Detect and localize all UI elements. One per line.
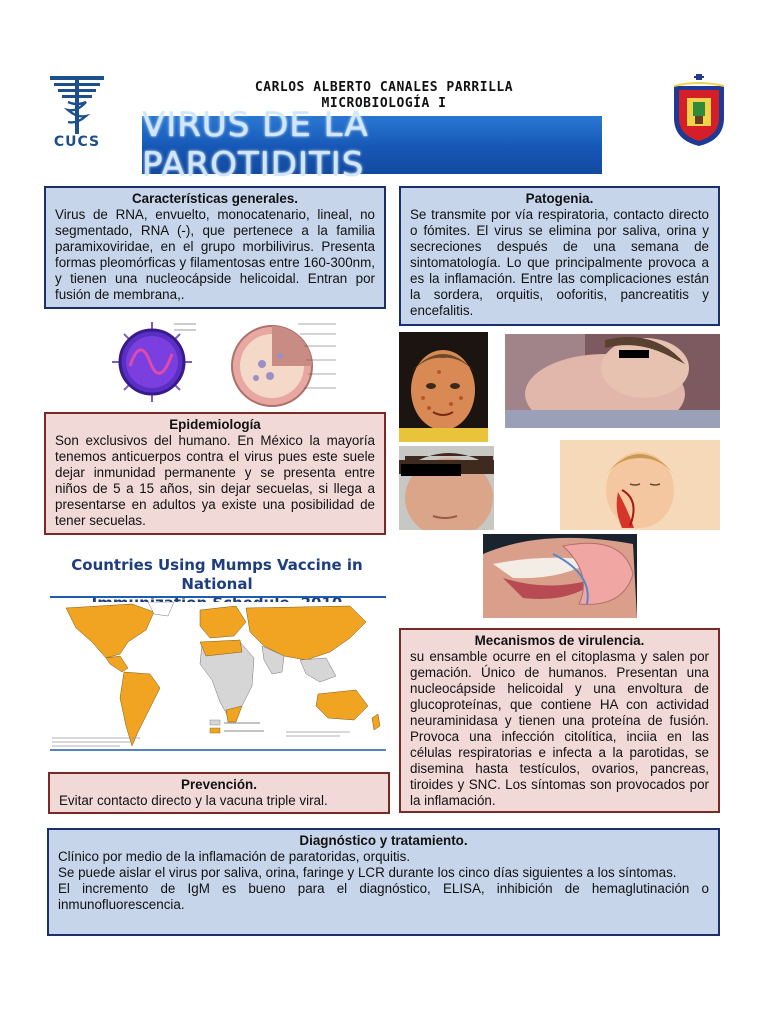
mouth-anatomy-illustration (483, 534, 637, 618)
child-face-photo (399, 332, 488, 442)
map-legend-swatch-orange (210, 728, 220, 733)
map-title-rule (50, 596, 386, 598)
boy-face-photo (399, 446, 494, 530)
parotid-anatomy-illustration (483, 534, 637, 618)
mecanismos-box (399, 628, 720, 813)
patogenia-box (399, 186, 720, 326)
parotid-swelling-illustration (560, 440, 720, 530)
page-title: VIRUS DE LA PAROTIDITIS (142, 105, 369, 185)
parotid-illustration-boy (560, 440, 720, 530)
epidemiologia-heading: Epidemiología (169, 417, 261, 432)
world-map-graphic (50, 602, 386, 752)
virus-cross-section-icon (228, 316, 340, 408)
caracteristicas-heading: Características generales. (132, 191, 298, 206)
prevencion-box (48, 772, 390, 814)
virus-particle-icon (104, 316, 204, 408)
diagnostico-line: Se puede aislar el virus por saliva, orina, faringe y LCR durante los cinco días siguientes a los síntomas. (58, 865, 677, 880)
map-title-line1: Countries Using Mumps Vaccine in National (71, 556, 363, 593)
cucs-label: CUCS (53, 134, 101, 150)
diagnostico-heading: Diagnóstico y tratamiento. (299, 833, 468, 848)
virus-illustration (104, 316, 204, 408)
vaccine-map-figure (46, 552, 388, 752)
diagnostico-line: Clínico por medio de la inflamación de paratoridas, orquitis. (58, 849, 411, 864)
patogenia-body: Se transmite por vía respiratoria, contacto directo o fómites. El virus se elimina por saliva, orina y secreciones después de una semana de sintomatología. Lo que principalmente provoca a es la inflamación. Entre las complicaciones están la sordera, orquitis, ooforitis, pancreatitis y encefalitis. (410, 207, 709, 318)
patient-photo-child-rash (399, 332, 488, 442)
swollen-neck-photo (505, 334, 720, 428)
caracteristicas-box (44, 186, 386, 309)
mecanismos-body: su ensamble ocurre en el citoplasma y salen por gemación. Único de humanos. Presentan una nucleocápside helicoidal y una envoltura de glucoproteínas, que contiene HA con actividad neuraminidasa y tienen una proteína de fusión. Provoca una infección citolítica, inciia en las células respiratorias e infecta a la parotidas, se disemina hasta testículos, ovarios, pancreas, tiroides y SNC. Los síntomas son provocados por la inflamación. (410, 649, 709, 808)
caracteristicas-body: Virus de RNA, envuelto, monocatenario, lineal, no segmentado, RNA (-), que pertenece a la familia paramixoviridae, en el grupo morbilivirus. Presenta formas pleomórficas y filamentosas entre 160-300nm, y tienen una nucleocápside helicoidal. Entran por fusión de membrana,. (55, 207, 375, 302)
epidemiologia-box (44, 412, 386, 535)
diagnostico-line: El incremento de IgM es bueno para el diagnóstico, ELISA, inhibición de hemaglutinación o inmunofluorescencia. (58, 881, 709, 912)
diagnostico-box (47, 828, 720, 936)
virus-cross-section-illustration (228, 316, 340, 408)
patogenia-heading: Patogenia. (525, 191, 594, 206)
mecanismos-heading: Mecanismos de virulencia. (474, 633, 645, 648)
patient-photo-swollen-neck (505, 334, 720, 428)
epidemiologia-body: Son exclusivos del humano. En México la mayoría tenemos anticuerpos contra el virus pues este suele dejar inmunidad permanente y se presenta entre niños de 5 a 15 años, sin dejar secuelas, si llega a presentarse en adultos ya existe una posibilidad de tener secuelas. (55, 433, 375, 528)
map-legend-swatch-grey (210, 720, 220, 725)
course-line: MICROBIOLOGÍA I (321, 96, 447, 111)
prevencion-heading: Prevención. (181, 777, 257, 792)
patient-photo-boy-face (399, 446, 494, 530)
prevencion-body: Evitar contacto directo y la vacuna triple viral. (59, 793, 328, 808)
author-line: CARLOS ALBERTO CANALES PARRILLA (254, 80, 514, 95)
